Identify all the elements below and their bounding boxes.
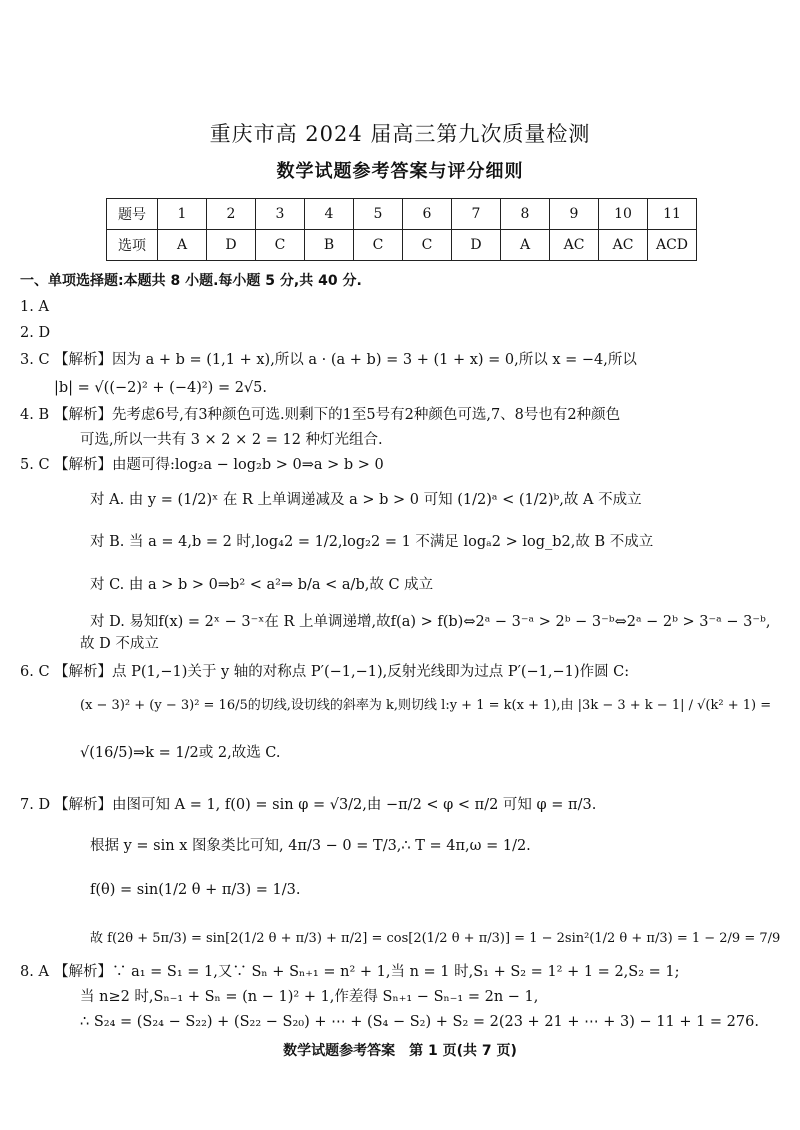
- question-number: 1. A: [20, 299, 49, 315]
- answer-cell: A: [501, 230, 550, 261]
- answer-cell: B: [305, 230, 354, 261]
- answer-cell: C: [403, 230, 452, 261]
- solution-text: 【解析】由题可得:log₂a − log₂b > 0⇒a > b > 0: [54, 457, 384, 473]
- number-cell: 8: [501, 199, 550, 230]
- document-subtitle: 数学试题参考答案与评分细则: [276, 161, 524, 182]
- section-heading: 一、单项选择题:本题共 8 小题.每小题 5 分,共 40 分.: [20, 273, 362, 289]
- question-number-row: [107, 199, 697, 230]
- question-number: 2. D: [20, 325, 51, 341]
- answer-cell: C: [256, 230, 305, 261]
- solution-text: 【解析】因为 a + b = (1,1 + x),所以 a · (a + b) = 3 + (1 + x) = 0,所以 x = −4,所以: [54, 352, 637, 368]
- solution-text: 故 D 不成立: [80, 636, 159, 652]
- solution-text: ∴ S₂₄ = (S₂₄ − S₂₂) + (S₂₂ − S₂₀) + ⋯ + (S₄ − S₂) + S₂ = 2(23 + 21 + ⋯ + 3) − 11 + 1 = 276.: [80, 1014, 759, 1030]
- solution-text: 【解析】∵ a₁ = S₁ = 1,又∵ Sₙ + Sₙ₊₁ = n² + 1,当 n = 1 时,S₁ + S₂ = 1² + 1 = 2,S₂ = 1;: [54, 964, 680, 980]
- solution-text: √(16/5)⇒k = 1/2或 2,故选 C.: [80, 745, 281, 761]
- solution-text: 对 D. 易知f(x) = 2ˣ − 3⁻ˣ在 R 上单调递增,故f(a) > f(b)⇔2ᵃ − 3⁻ᵃ > 2ᵇ − 3⁻ᵇ⇔2ᵃ − 2ᵇ > 3⁻ᵃ − 3⁻ᵇ,: [90, 614, 771, 630]
- solution-text: 对 B. 当 a = 4,b = 2 时,log₄2 = 1/2,log₂2 = 1 不满足 logₐ2 > log_b2,故 B 不成立: [90, 534, 654, 550]
- row-label-answer: 选项: [107, 230, 158, 261]
- answer-cell: ACD: [648, 230, 697, 261]
- solution-text: 可选,所以一共有 3 × 2 × 2 = 12 种灯光组合.: [80, 432, 383, 448]
- number-cell: 6: [403, 199, 452, 230]
- solution-text: 对 A. 由 y = (1/2)ˣ 在 R 上单调递减及 a > b > 0 可知 (1/2)ᵃ < (1/2)ᵇ,故 A 不成立: [90, 492, 642, 508]
- answer-cell: AC: [550, 230, 599, 261]
- solution-text: 【解析】先考虑6号,有3种颜色可选.则剩下的1至5号有2种颜色可选,7、8号也有2种颜色: [54, 407, 621, 423]
- solution-text: 根据 y = sin x 图象类比可知, 4π/3 − 0 = T/3,∴ T = 4π,ω = 1/2.: [90, 838, 531, 854]
- number-cell: 10: [599, 199, 648, 230]
- exam-title: 重庆市高 2024 届高三第九次质量检测: [209, 122, 591, 146]
- answer-cell: C: [354, 230, 403, 261]
- solution-text: |b| = √((−2)² + (−4)²) = 2√5.: [54, 380, 268, 396]
- solution-text: 【解析】由图可知 A = 1, f(0) = sin φ = √3/2,由 −π/2 < φ < π/2 可知 φ = π/3.: [54, 797, 597, 813]
- answer-cell: AC: [599, 230, 648, 261]
- solution-text: 对 C. 由 a > b > 0⇒b² < a²⇒ b/a < a/b,故 C 成立: [90, 577, 434, 593]
- number-cell: 3: [256, 199, 305, 230]
- solution-text: (x − 3)² + (y − 3)² = 16/5的切线,设切线的斜率为 k,则切线 l:y + 1 = k(x + 1),由 |3k − 3 + k − 1| / √(k² + 1) =: [80, 698, 772, 713]
- number-cell: 2: [207, 199, 256, 230]
- number-cell: 7: [452, 199, 501, 230]
- number-cell: 5: [354, 199, 403, 230]
- number-cell: 9: [550, 199, 599, 230]
- answer-table: [106, 198, 697, 261]
- page-footer: 数学试题参考答案 第 1 页(共 7 页): [283, 1043, 517, 1059]
- question-number: 3. C: [20, 352, 50, 368]
- answer-cell: D: [452, 230, 501, 261]
- question-number: 4. B: [20, 407, 50, 423]
- answer-row: [107, 230, 697, 261]
- row-label-number: 题号: [107, 199, 158, 230]
- answer-cell: A: [158, 230, 207, 261]
- number-cell: 11: [648, 199, 697, 230]
- solution-text: f(θ) = sin(1/2 θ + π/3) = 1/3.: [90, 882, 301, 898]
- question-number: 8. A: [20, 964, 49, 980]
- question-number: 5. C: [20, 457, 50, 473]
- number-cell: 4: [305, 199, 354, 230]
- solution-text: 【解析】点 P(1,−1)关于 y 轴的对称点 P′(−1,−1),反射光线即为过点 P′(−1,−1)作圆 C:: [54, 664, 630, 680]
- answer-cell: D: [207, 230, 256, 261]
- solution-text: 当 n≥2 时,Sₙ₋₁ + Sₙ = (n − 1)² + 1,作差得 Sₙ₊₁ − Sₙ₋₁ = 2n − 1,: [80, 989, 539, 1005]
- solution-text: 故 f(2θ + 5π/3) = sin[2(1/2 θ + π/3) + π/2] = cos[2(1/2 θ + π/3)] = 1 − 2sin²(1/2 θ + π/3) = 1 − 2/9 = 7/9: [90, 931, 781, 946]
- question-number: 7. D: [20, 797, 51, 813]
- number-cell: 1: [158, 199, 207, 230]
- question-number: 6. C: [20, 664, 50, 680]
